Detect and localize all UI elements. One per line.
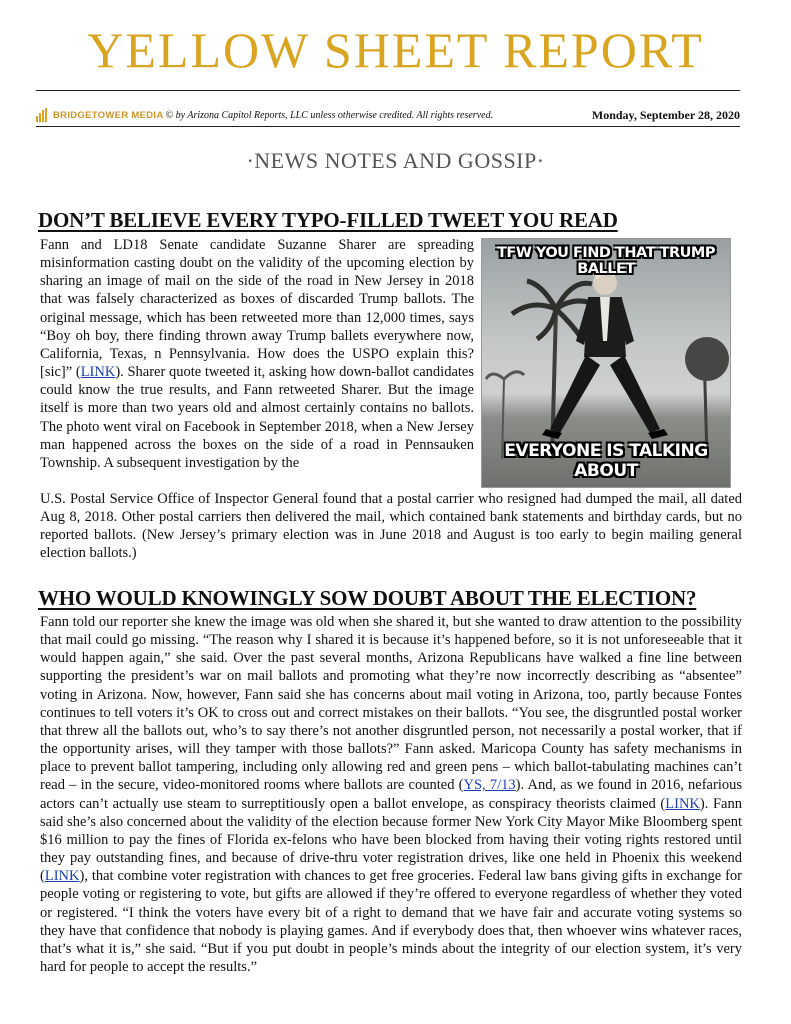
masthead-title: YELLOW SHEET REPORT (87, 22, 704, 78)
infobar-rule (36, 126, 740, 127)
article2-headline: WHO WOULD KNOWINGLY SOW DOUBT ABOUT THE ELECTION? (38, 586, 697, 610)
masthead-rule (36, 90, 740, 91)
article2-text-d: ), that combine voter registration with chances to get free groceries. Federal law bans giving gifts in exchange for people voting or registering to vote, but gifts are allowed if they’re offered to everyone regardless of whether they voted or registered. “I think the voters have every bit of a right to demand that we have fair and accurate voting systems so they have that confidence that nobody is playing games. And if everybody does that, then whoever wins whatever races, that’s what it is,” she said. “But if you put doubt in people’s minds about the integrity of our election system, it’s very hard for people to accept the results.” (40, 868, 742, 975)
article2-text-a: Fann told our reporter she knew the image was old when she shared it, but she wanted to draw attention to the possibility that mail could go missing. “The reason why I shared it is because it’s happened before, so it is not unforeseeable that it would happen again,” she said. Over the past several months, Arizona Republicans have walked a fine line between supporting the president’s war on mail ballots and promoting what they’re now incorrectly describing as “absentee” voting in Arizona. Now, however, Fann said she has concerns about mail voting in Arizona, too, partly because Fontes continues to tell voters it’s OK to cross out and correct mistakes on their ballots. “You see, the disgruntled postal worker that threw all the ballots out, who’s to say there’s not another disgruntled person, not necessarily a postal worker, that if the opportunity arises, will they tamper with those ballots?” Fann asked. Maricopa County has safety mechanisms in place to prevent ballot tampering, including only allowing red and green pens – which ballot-tabulating machines can’t read – in the secure, video-monitored rooms where ballots are counted ( (40, 614, 742, 794)
issue-date: Monday, September 28, 2020 (591, 107, 740, 122)
publisher-name: BRIDGETOWER MEDIA (53, 109, 164, 121)
article1-text-a: Fann and LD18 Senate candidate Suzanne Sharer are spreading misinformation casting doubt on the validity of the upcoming election by sharing an image of mail on the side of the road in New Jersey in 2018 that was falsely characterized as boxes of discarded Trump ballots. The original message, which has been retweeted more than 12,000 times, says “Boy oh boy, there finding thrown away Trump ballets everywhere now, California, Texas, n Pennsylvania. How does the USPO explain this? [sic]” ( (40, 237, 474, 381)
article2-text-c: ). Fann said she’s also concerned about the validity of the election because former New York City Mayor Mike Bloomberg spent $16 million to pay the fines of Florida ex-felons who have been blocked from having their voting rights restored until they pay outstanding fines, and because of drive-thru voter registration drives, like one held in Phoenix this weekend ( (40, 795, 742, 885)
article2-text-b: ). And, as we found in 2016, nefarious actors can’t actually use steam to surreptitiously open a ballot envelope, as conspiracy theorists claimed ( (40, 777, 742, 812)
article1-link[interactable]: LINK (80, 364, 116, 381)
person-jumping-icon (530, 261, 680, 461)
article2-body (40, 613, 742, 976)
meme-bottom-caption: EVERYONE IS TALKING ABOUT (504, 441, 708, 481)
article2-link-ys[interactable]: YS, 7/13 (463, 777, 516, 794)
article1-text-b: ). Sharer quote tweeted it, asking how down-ballot candidates could know the true results, and Fann retweeted Sharer. But the image itself is more than two years old and almost certainly contains no ballots. The photo went viral on Facebook in September 2018, when a New Jersey man happened across the boxes on the side of a road in Pennsauken Township. A subsequent investigation by the (40, 364, 475, 471)
article2-link-drive-thru[interactable]: LINK (44, 868, 80, 885)
copyright-notice: © by Arizona Capitol Reports, LLC unless otherwise credited. All rights reserved. (165, 109, 494, 121)
article1-body-bottom: U.S. Postal Service Office of Inspector General found that a postal carrier who resigned had dumped the mail, all dated Aug 8, 2018. Other postal carriers then delivered the mail, which contained bank statements and birthday cards, but no reported ballots. (New Jersey’s primary election was in June 2018 and August is too early to begin mailing general election ballots.) (40, 491, 742, 562)
meme-top-caption: TFW YOU FIND THAT TRUMP BALLET (497, 245, 715, 277)
meme-image (481, 238, 731, 488)
section-title: ·NEWS NOTES AND GOSSIP· (246, 148, 545, 173)
publication-infobar (36, 104, 740, 126)
article2-link-steam[interactable]: LINK (665, 795, 700, 812)
bridgetower-logo-icon (36, 108, 50, 122)
article1-headline: DON’T BELIEVE EVERY TYPO-FILLED TWEET YOU READ (38, 208, 618, 232)
publisher-logo (36, 108, 163, 122)
article1-body-top (40, 236, 474, 472)
